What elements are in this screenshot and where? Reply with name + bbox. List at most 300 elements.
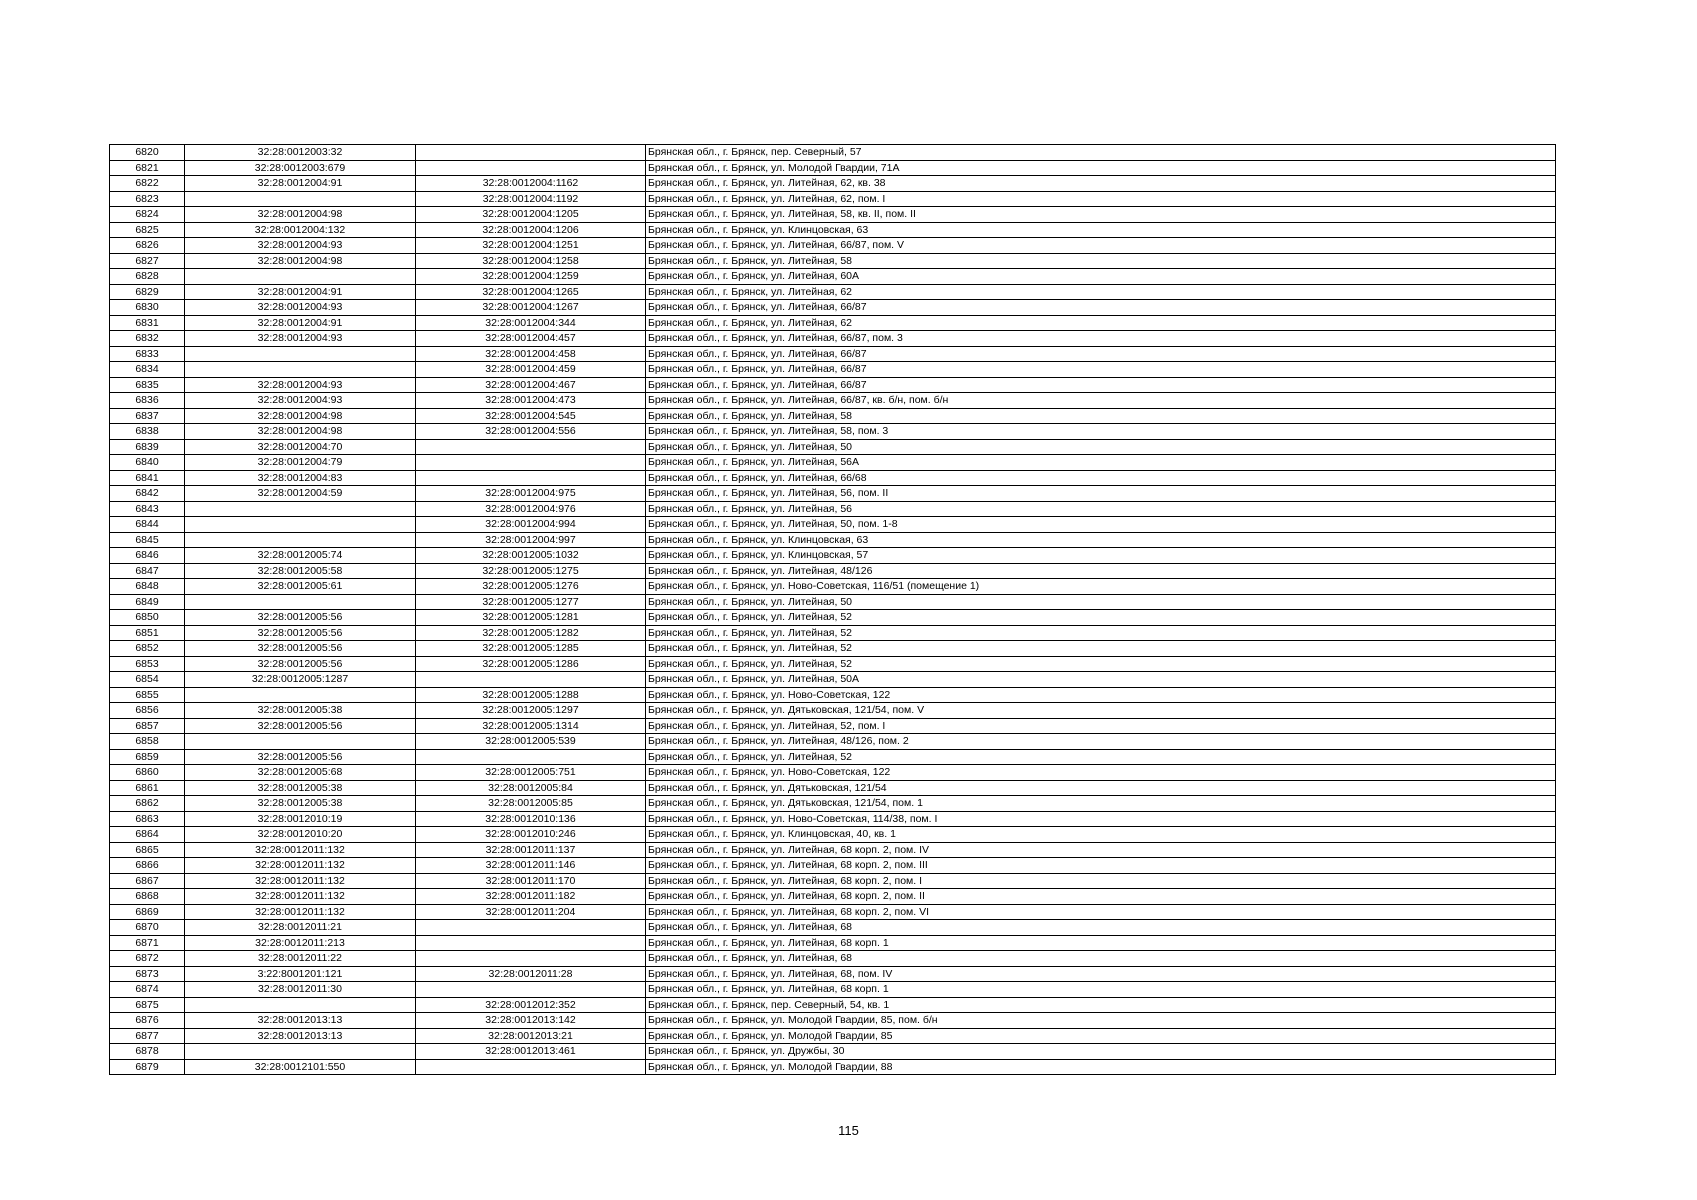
address-cell: Брянская обл., г. Брянск, ул. Молодой Гвардии, 85 — [646, 1028, 1556, 1044]
address-cell: Брянская обл., г. Брянск, ул. Литейная, 68 корп. 2, пом. III — [646, 858, 1556, 874]
table-row — [110, 408, 1556, 424]
address-cell: Брянская обл., г. Брянск, ул. Литейная, 58 — [646, 253, 1556, 269]
object-cadastral-number-cell — [416, 160, 646, 176]
address-cell: Брянская обл., г. Брянск, ул. Литейная, 52 — [646, 656, 1556, 672]
row-number-cell: 6862 — [110, 796, 185, 812]
object-cadastral-number-cell — [416, 935, 646, 951]
row-number-cell: 6846 — [110, 548, 185, 564]
object-cadastral-number-cell: 32:28:0012004:458 — [416, 346, 646, 362]
table-row — [110, 1013, 1556, 1029]
object-cadastral-number-cell: 32:28:0012005:1288 — [416, 687, 646, 703]
object-cadastral-number-cell: 32:28:0012005:1286 — [416, 656, 646, 672]
land-cadastral-number-cell: 32:28:0012004:91 — [185, 284, 416, 300]
address-cell: Брянская обл., г. Брянск, ул. Литейная, 68 корп. 2, пом. IV — [646, 842, 1556, 858]
object-cadastral-number-cell: 32:28:0012004:459 — [416, 362, 646, 378]
row-number-cell: 6828 — [110, 269, 185, 285]
row-number-cell: 6842 — [110, 486, 185, 502]
address-cell: Брянская обл., г. Брянск, ул. Литейная, 68 корп. 1 — [646, 935, 1556, 951]
object-cadastral-number-cell — [416, 455, 646, 471]
row-number-cell: 6823 — [110, 191, 185, 207]
table-row — [110, 610, 1556, 626]
row-number-cell: 6844 — [110, 517, 185, 533]
address-cell: Брянская обл., г. Брянск, ул. Литейная, 56 — [646, 501, 1556, 517]
row-number-cell: 6870 — [110, 920, 185, 936]
address-cell: Брянская обл., г. Брянск, ул. Литейная, 66/87 — [646, 300, 1556, 316]
row-number-cell: 6825 — [110, 222, 185, 238]
page-number: 115 — [838, 1123, 859, 1138]
object-cadastral-number-cell: 32:28:0012005:84 — [416, 780, 646, 796]
row-number-cell: 6869 — [110, 904, 185, 920]
object-cadastral-number-cell: 32:28:0012004:1259 — [416, 269, 646, 285]
address-cell: Брянская обл., г. Брянск, ул. Литейная, 52 — [646, 610, 1556, 626]
address-cell: Брянская обл., г. Брянск, ул. Ново-Советская, 116/51 (помещение 1) — [646, 579, 1556, 595]
land-cadastral-number-cell: 32:28:0012005:1287 — [185, 672, 416, 688]
table-row — [110, 951, 1556, 967]
land-cadastral-number-cell: 32:28:0012004:98 — [185, 253, 416, 269]
address-cell: Брянская обл., г. Брянск, ул. Литейная, 68, пом. IV — [646, 966, 1556, 982]
land-cadastral-number-cell: 32:28:0012011:132 — [185, 873, 416, 889]
object-cadastral-number-cell: 32:28:0012013:21 — [416, 1028, 646, 1044]
row-number-cell: 6864 — [110, 827, 185, 843]
table-row — [110, 362, 1556, 378]
land-cadastral-number-cell: 32:28:0012005:38 — [185, 703, 416, 719]
land-cadastral-number-cell: 32:28:0012005:56 — [185, 641, 416, 657]
object-cadastral-number-cell: 32:28:0012004:976 — [416, 501, 646, 517]
land-cadastral-number-cell: 32:28:0012005:56 — [185, 610, 416, 626]
row-number-cell: 6858 — [110, 734, 185, 750]
object-cadastral-number-cell — [416, 439, 646, 455]
land-cadastral-number-cell: 32:28:0012004:83 — [185, 470, 416, 486]
object-cadastral-number-cell: 32:28:0012004:1258 — [416, 253, 646, 269]
address-cell: Брянская обл., г. Брянск, ул. Литейная, 50 — [646, 439, 1556, 455]
table-row — [110, 377, 1556, 393]
land-cadastral-number-cell: 32:28:0012004:98 — [185, 408, 416, 424]
row-number-cell: 6876 — [110, 1013, 185, 1029]
address-cell: Брянская обл., г. Брянск, ул. Литейная, 68 корп. 2, пом. VI — [646, 904, 1556, 920]
address-cell: Брянская обл., г. Брянск, ул. Литейная, 60А — [646, 269, 1556, 285]
address-cell: Брянская обл., г. Брянск, ул. Литейная, 66/87, кв. б/н, пом. б/н — [646, 393, 1556, 409]
object-cadastral-number-cell: 32:28:0012004:473 — [416, 393, 646, 409]
object-cadastral-number-cell: 32:28:0012005:1032 — [416, 548, 646, 564]
land-cadastral-number-cell: 32:28:0012005:56 — [185, 656, 416, 672]
land-cadastral-number-cell: 32:28:0012011:22 — [185, 951, 416, 967]
table-row — [110, 160, 1556, 176]
land-cadastral-number-cell: 32:28:0012004:93 — [185, 377, 416, 393]
row-number-cell: 6830 — [110, 300, 185, 316]
table-row — [110, 191, 1556, 207]
land-cadastral-number-cell: 32:28:0012004:98 — [185, 207, 416, 223]
address-cell: Брянская обл., г. Брянск, ул. Литейная, 50, пом. 1-8 — [646, 517, 1556, 533]
object-cadastral-number-cell: 32:28:0012005:539 — [416, 734, 646, 750]
object-cadastral-number-cell: 32:28:0012004:344 — [416, 315, 646, 331]
address-cell: Брянская обл., г. Брянск, ул. Литейная, 68 корп. 2, пом. II — [646, 889, 1556, 905]
table-row — [110, 331, 1556, 347]
address-cell: Брянская обл., г. Брянск, ул. Клинцовская, 57 — [646, 548, 1556, 564]
object-cadastral-number-cell: 32:28:0012013:461 — [416, 1044, 646, 1060]
land-cadastral-number-cell: 32:28:0012011:132 — [185, 842, 416, 858]
table-row — [110, 486, 1556, 502]
row-number-cell: 6847 — [110, 563, 185, 579]
land-cadastral-number-cell: 32:28:0012005:56 — [185, 718, 416, 734]
land-cadastral-number-cell: 32:28:0012004:93 — [185, 300, 416, 316]
table-row — [110, 827, 1556, 843]
object-cadastral-number-cell: 32:28:0012005:1297 — [416, 703, 646, 719]
address-cell: Брянская обл., г. Брянск, ул. Дружбы, 30 — [646, 1044, 1556, 1060]
land-cadastral-number-cell: 32:28:0012011:30 — [185, 982, 416, 998]
table-row — [110, 873, 1556, 889]
address-cell: Брянская обл., г. Брянск, ул. Литейная, 62, пом. I — [646, 191, 1556, 207]
address-cell: Брянская обл., г. Брянск, ул. Литейная, 48/126, пом. 2 — [646, 734, 1556, 750]
land-cadastral-number-cell: 32:28:0012005:74 — [185, 548, 416, 564]
address-cell: Брянская обл., г. Брянск, пер. Северный, 57 — [646, 145, 1556, 161]
address-cell: Брянская обл., г. Брянск, ул. Литейная, 52, пом. I — [646, 718, 1556, 734]
address-cell: Брянская обл., г. Брянск, ул. Литейная, 62 — [646, 315, 1556, 331]
land-cadastral-number-cell — [185, 594, 416, 610]
land-cadastral-number-cell: 32:28:0012013:13 — [185, 1028, 416, 1044]
row-number-cell: 6871 — [110, 935, 185, 951]
object-cadastral-number-cell: 32:28:0012004:1205 — [416, 207, 646, 223]
address-cell: Брянская обл., г. Брянск, ул. Клинцовская, 63 — [646, 222, 1556, 238]
address-cell: Брянская обл., г. Брянск, ул. Молодой Гвардии, 88 — [646, 1059, 1556, 1075]
land-cadastral-number-cell: 32:28:0012004:91 — [185, 315, 416, 331]
land-cadastral-number-cell: 32:28:0012005:56 — [185, 625, 416, 641]
row-number-cell: 6873 — [110, 966, 185, 982]
object-cadastral-number-cell: 32:28:0012004:994 — [416, 517, 646, 533]
table-row — [110, 625, 1556, 641]
table-row — [110, 1044, 1556, 1060]
object-cadastral-number-cell: 32:28:0012004:556 — [416, 424, 646, 440]
table-row — [110, 997, 1556, 1013]
land-cadastral-number-cell: 32:28:0012004:59 — [185, 486, 416, 502]
address-cell: Брянская обл., г. Брянск, пер. Северный, 54, кв. 1 — [646, 997, 1556, 1013]
row-number-cell: 6848 — [110, 579, 185, 595]
land-cadastral-number-cell: 32:28:0012004:79 — [185, 455, 416, 471]
table-body — [110, 145, 1556, 1075]
land-cadastral-number-cell — [185, 346, 416, 362]
row-number-cell: 6861 — [110, 780, 185, 796]
row-number-cell: 6852 — [110, 641, 185, 657]
table-row — [110, 563, 1556, 579]
address-cell: Брянская обл., г. Брянск, ул. Литейная, 66/68 — [646, 470, 1556, 486]
row-number-cell: 6877 — [110, 1028, 185, 1044]
object-cadastral-number-cell: 32:28:0012004:1267 — [416, 300, 646, 316]
row-number-cell: 6833 — [110, 346, 185, 362]
object-cadastral-number-cell: 32:28:0012011:28 — [416, 966, 646, 982]
row-number-cell: 6878 — [110, 1044, 185, 1060]
table-row — [110, 935, 1556, 951]
row-number-cell: 6845 — [110, 532, 185, 548]
address-cell: Брянская обл., г. Брянск, ул. Литейная, 62 — [646, 284, 1556, 300]
land-cadastral-number-cell — [185, 362, 416, 378]
land-cadastral-number-cell — [185, 532, 416, 548]
address-cell: Брянская обл., г. Брянск, ул. Ново-Советская, 122 — [646, 687, 1556, 703]
object-cadastral-number-cell: 32:28:0012004:545 — [416, 408, 646, 424]
address-cell: Брянская обл., г. Брянск, ул. Литейная, 68 корп. 1 — [646, 982, 1556, 998]
address-cell: Брянская обл., г. Брянск, ул. Литейная, 66/87, пом. V — [646, 238, 1556, 254]
address-cell: Брянская обл., г. Брянск, ул. Литейная, 68 — [646, 920, 1556, 936]
object-cadastral-number-cell: 32:28:0012004:1206 — [416, 222, 646, 238]
object-cadastral-number-cell: 32:28:0012004:1162 — [416, 176, 646, 192]
row-number-cell: 6872 — [110, 951, 185, 967]
table-row — [110, 222, 1556, 238]
address-cell: Брянская обл., г. Брянск, ул. Ново-Советская, 122 — [646, 765, 1556, 781]
address-cell: Брянская обл., г. Брянск, ул. Литейная, 68 корп. 2, пом. I — [646, 873, 1556, 889]
table-row — [110, 966, 1556, 982]
table-row — [110, 393, 1556, 409]
object-cadastral-number-cell: 32:28:0012005:751 — [416, 765, 646, 781]
address-cell: Брянская обл., г. Брянск, ул. Литейная, 52 — [646, 641, 1556, 657]
address-cell: Брянская обл., г. Брянск, ул. Литейная, 56А — [646, 455, 1556, 471]
row-number-cell: 6863 — [110, 811, 185, 827]
object-cadastral-number-cell: 32:28:0012011:170 — [416, 873, 646, 889]
table-row — [110, 687, 1556, 703]
land-cadastral-number-cell: 32:28:0012011:132 — [185, 858, 416, 874]
object-cadastral-number-cell: 32:28:0012005:1276 — [416, 579, 646, 595]
row-number-cell: 6838 — [110, 424, 185, 440]
object-cadastral-number-cell: 32:28:0012004:997 — [416, 532, 646, 548]
object-cadastral-number-cell: 32:28:0012011:137 — [416, 842, 646, 858]
row-number-cell: 6853 — [110, 656, 185, 672]
table-row — [110, 548, 1556, 564]
object-cadastral-number-cell — [416, 470, 646, 486]
land-cadastral-number-cell: 32:28:0012004:93 — [185, 331, 416, 347]
row-number-cell: 6840 — [110, 455, 185, 471]
table-row — [110, 1059, 1556, 1075]
table-row — [110, 718, 1556, 734]
address-cell: Брянская обл., г. Брянск, ул. Литейная, 48/126 — [646, 563, 1556, 579]
land-cadastral-number-cell: 3:22:8001201:121 — [185, 966, 416, 982]
land-cadastral-number-cell — [185, 1044, 416, 1060]
object-cadastral-number-cell: 32:28:0012004:1265 — [416, 284, 646, 300]
table-row — [110, 672, 1556, 688]
address-cell: Брянская обл., г. Брянск, ул. Клинцовская, 40, кв. 1 — [646, 827, 1556, 843]
table-row — [110, 656, 1556, 672]
table-row — [110, 734, 1556, 750]
object-cadastral-number-cell: 32:28:0012010:246 — [416, 827, 646, 843]
land-cadastral-number-cell: 32:28:0012005:61 — [185, 579, 416, 595]
object-cadastral-number-cell: 32:28:0012005:1314 — [416, 718, 646, 734]
land-cadastral-number-cell — [185, 501, 416, 517]
table-row — [110, 641, 1556, 657]
table-row — [110, 703, 1556, 719]
row-number-cell: 6879 — [110, 1059, 185, 1075]
address-cell: Брянская обл., г. Брянск, ул. Молодой Гвардии, 71А — [646, 160, 1556, 176]
land-cadastral-number-cell: 32:28:0012005:56 — [185, 749, 416, 765]
table-row — [110, 300, 1556, 316]
address-cell: Брянская обл., г. Брянск, ул. Литейная, 66/87 — [646, 346, 1556, 362]
table-row — [110, 842, 1556, 858]
row-number-cell: 6843 — [110, 501, 185, 517]
row-number-cell: 6824 — [110, 207, 185, 223]
land-cadastral-number-cell: 32:28:0012004:93 — [185, 393, 416, 409]
row-number-cell: 6831 — [110, 315, 185, 331]
object-cadastral-number-cell — [416, 920, 646, 936]
land-cadastral-number-cell: 32:28:0012011:132 — [185, 904, 416, 920]
row-number-cell: 6820 — [110, 145, 185, 161]
address-cell: Брянская обл., г. Брянск, ул. Литейная, 52 — [646, 625, 1556, 641]
row-number-cell: 6875 — [110, 997, 185, 1013]
object-cadastral-number-cell: 32:28:0012005:1277 — [416, 594, 646, 610]
object-cadastral-number-cell: 32:28:0012005:85 — [416, 796, 646, 812]
row-number-cell: 6829 — [110, 284, 185, 300]
row-number-cell: 6822 — [110, 176, 185, 192]
object-cadastral-number-cell — [416, 982, 646, 998]
table-row — [110, 284, 1556, 300]
object-cadastral-number-cell: 32:28:0012005:1282 — [416, 625, 646, 641]
address-cell: Брянская обл., г. Брянск, ул. Литейная, 58, пом. 3 — [646, 424, 1556, 440]
object-cadastral-number-cell: 32:28:0012011:182 — [416, 889, 646, 905]
table-row — [110, 982, 1556, 998]
row-number-cell: 6821 — [110, 160, 185, 176]
row-number-cell: 6832 — [110, 331, 185, 347]
land-cadastral-number-cell: 32:28:0012011:21 — [185, 920, 416, 936]
row-number-cell: 6827 — [110, 253, 185, 269]
row-number-cell: 6856 — [110, 703, 185, 719]
table-row — [110, 501, 1556, 517]
land-cadastral-number-cell: 32:28:0012011:132 — [185, 889, 416, 905]
object-cadastral-number-cell — [416, 951, 646, 967]
land-cadastral-number-cell: 32:28:0012005:38 — [185, 796, 416, 812]
address-cell: Брянская обл., г. Брянск, ул. Дятьковская, 121/54 — [646, 780, 1556, 796]
table-row — [110, 470, 1556, 486]
table-row — [110, 889, 1556, 905]
table-row — [110, 796, 1556, 812]
land-cadastral-number-cell — [185, 191, 416, 207]
address-cell: Брянская обл., г. Брянск, ул. Литейная, 56, пом. II — [646, 486, 1556, 502]
address-cell: Брянская обл., г. Брянск, ул. Клинцовская, 63 — [646, 532, 1556, 548]
table-row — [110, 765, 1556, 781]
table-row — [110, 858, 1556, 874]
table-row — [110, 439, 1556, 455]
table-row — [110, 253, 1556, 269]
row-number-cell: 6850 — [110, 610, 185, 626]
land-cadastral-number-cell: 32:28:0012010:20 — [185, 827, 416, 843]
table-row — [110, 517, 1556, 533]
object-cadastral-number-cell: 32:28:0012012:352 — [416, 997, 646, 1013]
land-cadastral-number-cell — [185, 517, 416, 533]
table-row — [110, 145, 1556, 161]
object-cadastral-number-cell: 32:28:0012004:975 — [416, 486, 646, 502]
table-row — [110, 424, 1556, 440]
land-cadastral-number-cell: 32:28:0012003:32 — [185, 145, 416, 161]
table-row — [110, 207, 1556, 223]
table-row — [110, 749, 1556, 765]
row-number-cell: 6855 — [110, 687, 185, 703]
address-cell: Брянская обл., г. Брянск, ул. Литейная, 68 — [646, 951, 1556, 967]
land-cadastral-number-cell: 32:28:0012005:58 — [185, 563, 416, 579]
table-row — [110, 904, 1556, 920]
land-cadastral-number-cell: 32:28:0012004:132 — [185, 222, 416, 238]
row-number-cell: 6874 — [110, 982, 185, 998]
row-number-cell: 6837 — [110, 408, 185, 424]
row-number-cell: 6857 — [110, 718, 185, 734]
land-cadastral-number-cell: 32:28:0012004:91 — [185, 176, 416, 192]
land-cadastral-number-cell: 32:28:0012005:68 — [185, 765, 416, 781]
row-number-cell: 6854 — [110, 672, 185, 688]
row-number-cell: 6834 — [110, 362, 185, 378]
row-number-cell: 6860 — [110, 765, 185, 781]
address-cell: Брянская обл., г. Брянск, ул. Литейная, 58, кв. II, пом. II — [646, 207, 1556, 223]
object-cadastral-number-cell: 32:28:0012013:142 — [416, 1013, 646, 1029]
address-cell: Брянская обл., г. Брянск, ул. Литейная, 62, кв. 38 — [646, 176, 1556, 192]
land-cadastral-number-cell — [185, 687, 416, 703]
table-row — [110, 780, 1556, 796]
cadastral-table — [109, 144, 1556, 1075]
object-cadastral-number-cell: 32:28:0012010:136 — [416, 811, 646, 827]
address-cell: Брянская обл., г. Брянск, ул. Литейная, 66/87 — [646, 377, 1556, 393]
land-cadastral-number-cell: 32:28:0012004:93 — [185, 238, 416, 254]
row-number-cell: 6849 — [110, 594, 185, 610]
table-row — [110, 920, 1556, 936]
table-row — [110, 238, 1556, 254]
land-cadastral-number-cell: 32:28:0012010:19 — [185, 811, 416, 827]
row-number-cell: 6867 — [110, 873, 185, 889]
address-cell: Брянская обл., г. Брянск, ул. Литейная, 50А — [646, 672, 1556, 688]
object-cadastral-number-cell: 32:28:0012004:1192 — [416, 191, 646, 207]
land-cadastral-number-cell — [185, 997, 416, 1013]
table-row — [110, 315, 1556, 331]
land-cadastral-number-cell — [185, 269, 416, 285]
object-cadastral-number-cell — [416, 1059, 646, 1075]
object-cadastral-number-cell: 32:28:0012011:146 — [416, 858, 646, 874]
object-cadastral-number-cell — [416, 749, 646, 765]
object-cadastral-number-cell: 32:28:0012005:1281 — [416, 610, 646, 626]
address-cell: Брянская обл., г. Брянск, ул. Дятьковская, 121/54, пом. V — [646, 703, 1556, 719]
land-cadastral-number-cell: 32:28:0012011:213 — [185, 935, 416, 951]
row-number-cell: 6859 — [110, 749, 185, 765]
object-cadastral-number-cell: 32:28:0012004:1251 — [416, 238, 646, 254]
table-row — [110, 579, 1556, 595]
table-row — [110, 269, 1556, 285]
row-number-cell: 6851 — [110, 625, 185, 641]
row-number-cell: 6868 — [110, 889, 185, 905]
object-cadastral-number-cell: 32:28:0012005:1285 — [416, 641, 646, 657]
address-cell: Брянская обл., г. Брянск, ул. Литейная, 52 — [646, 749, 1556, 765]
address-cell: Брянская обл., г. Брянск, ул. Дятьковская, 121/54, пом. 1 — [646, 796, 1556, 812]
table-row — [110, 1028, 1556, 1044]
table-row — [110, 532, 1556, 548]
row-number-cell: 6866 — [110, 858, 185, 874]
land-cadastral-number-cell: 32:28:0012003:679 — [185, 160, 416, 176]
object-cadastral-number-cell: 32:28:0012004:467 — [416, 377, 646, 393]
table-row — [110, 594, 1556, 610]
row-number-cell: 6836 — [110, 393, 185, 409]
row-number-cell: 6865 — [110, 842, 185, 858]
land-cadastral-number-cell: 32:28:0012101:550 — [185, 1059, 416, 1075]
address-cell: Брянская обл., г. Брянск, ул. Литейная, 66/87, пом. 3 — [646, 331, 1556, 347]
land-cadastral-number-cell — [185, 734, 416, 750]
land-cadastral-number-cell: 32:28:0012005:38 — [185, 780, 416, 796]
address-cell: Брянская обл., г. Брянск, ул. Молодой Гвардии, 85, пом. б/н — [646, 1013, 1556, 1029]
land-cadastral-number-cell: 32:28:0012004:98 — [185, 424, 416, 440]
address-cell: Брянская обл., г. Брянск, ул. Ново-Советская, 114/38, пом. I — [646, 811, 1556, 827]
address-cell: Брянская обл., г. Брянск, ул. Литейная, 50 — [646, 594, 1556, 610]
row-number-cell: 6835 — [110, 377, 185, 393]
table-row — [110, 455, 1556, 471]
object-cadastral-number-cell — [416, 672, 646, 688]
table-row — [110, 176, 1556, 192]
row-number-cell: 6841 — [110, 470, 185, 486]
object-cadastral-number-cell — [416, 145, 646, 161]
object-cadastral-number-cell: 32:28:0012004:457 — [416, 331, 646, 347]
row-number-cell: 6839 — [110, 439, 185, 455]
table-row — [110, 811, 1556, 827]
address-cell: Брянская обл., г. Брянск, ул. Литейная, 58 — [646, 408, 1556, 424]
land-cadastral-number-cell: 32:28:0012004:70 — [185, 439, 416, 455]
land-cadastral-number-cell: 32:28:0012013:13 — [185, 1013, 416, 1029]
object-cadastral-number-cell: 32:28:0012005:1275 — [416, 563, 646, 579]
row-number-cell: 6826 — [110, 238, 185, 254]
